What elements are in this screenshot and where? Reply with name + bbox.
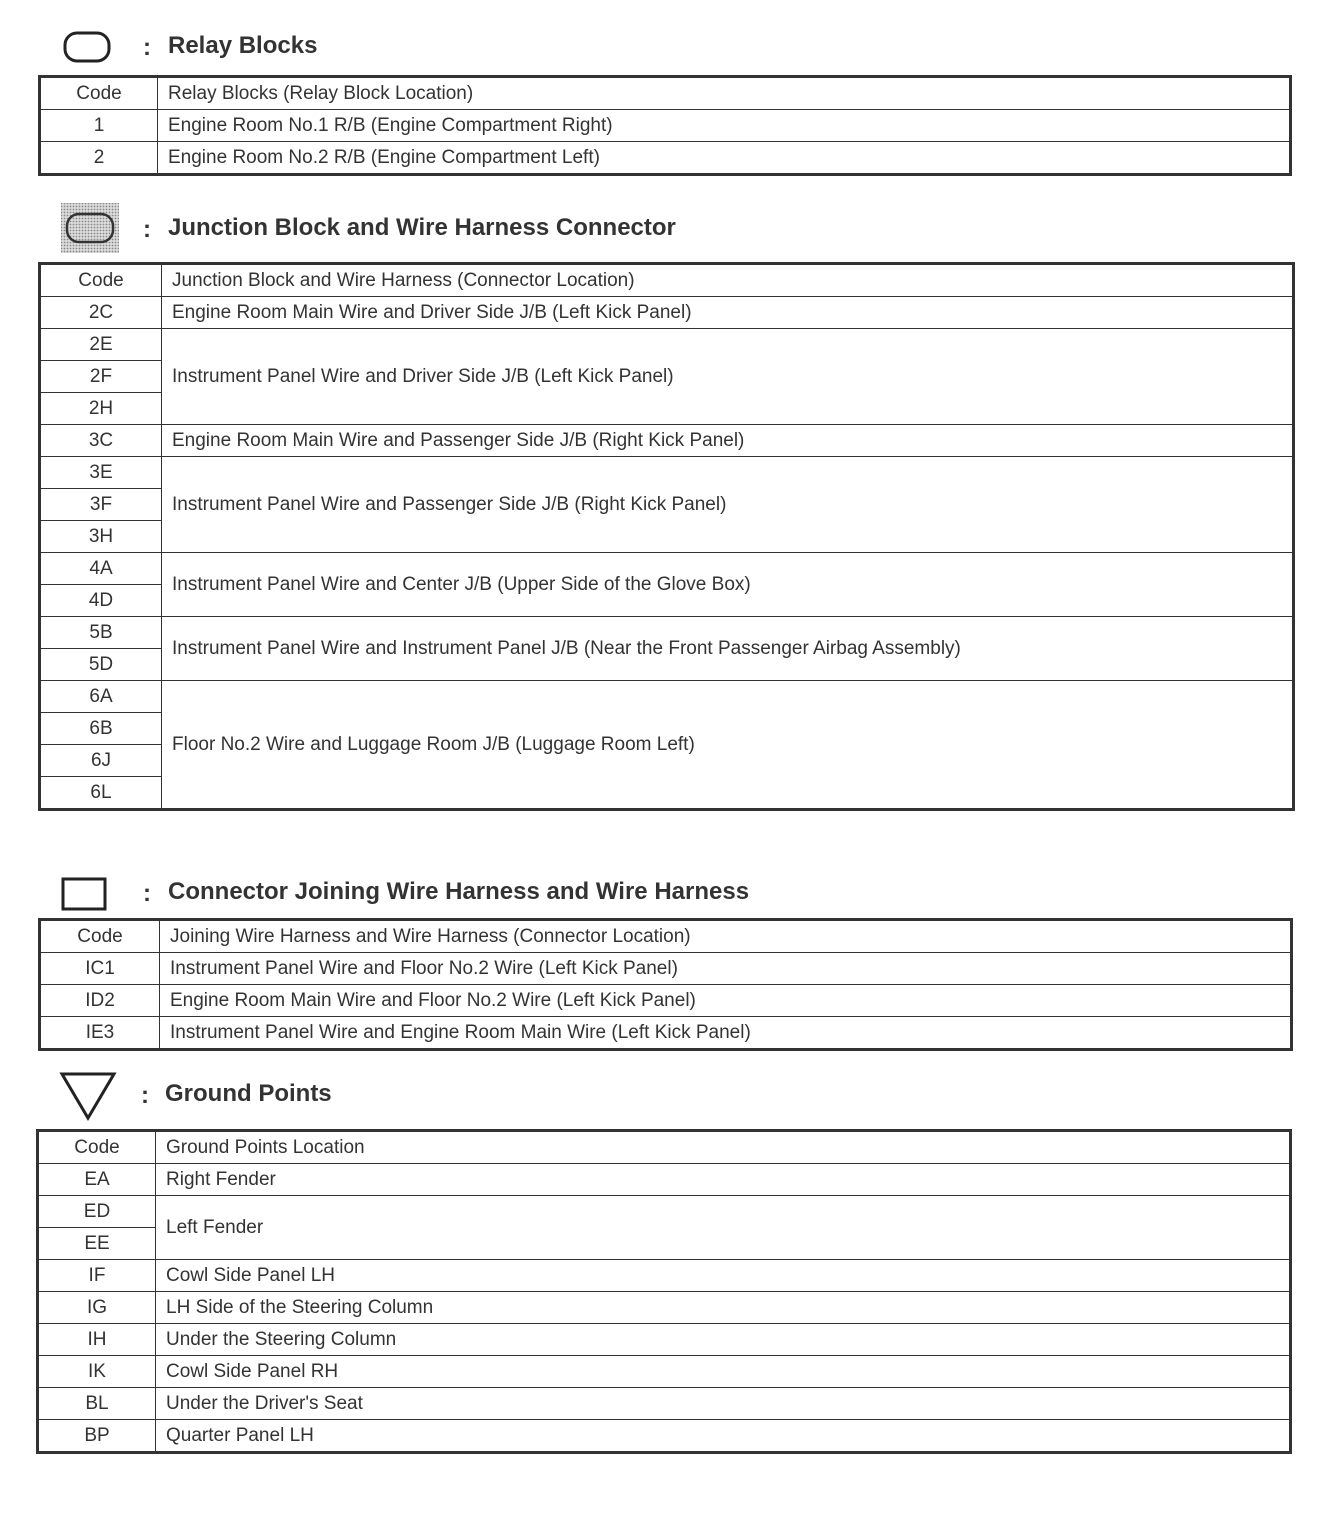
junction-block-heading bbox=[0, 210, 1344, 250]
heading-colon: : bbox=[143, 34, 151, 61]
location-header: Junction Block and Wire Harness (Connector Location) bbox=[162, 264, 1294, 297]
location-cell: LH Side of the Steering Column bbox=[156, 1292, 1291, 1324]
table-row bbox=[38, 1196, 1291, 1228]
location-cell: Engine Room No.1 R/B (Engine Compartment Right) bbox=[158, 110, 1291, 142]
down-triangle-icon bbox=[58, 1070, 118, 1122]
square-rectangle-icon bbox=[60, 876, 108, 912]
code-cell: 1 bbox=[40, 110, 158, 142]
location-cell: Engine Room Main Wire and Passenger Side J/B (Right Kick Panel) bbox=[162, 425, 1294, 457]
location-cell: Engine Room Main Wire and Floor No.2 Wire (Left Kick Panel) bbox=[160, 985, 1292, 1017]
location-cell: Right Fender bbox=[156, 1164, 1291, 1196]
code-header: Code bbox=[40, 77, 158, 110]
relay-blocks-heading bbox=[0, 28, 1344, 68]
ground-points-heading bbox=[0, 1076, 1344, 1116]
code-cell: 2H bbox=[40, 393, 162, 425]
code-header: Code bbox=[40, 920, 160, 953]
code-cell: IE3 bbox=[40, 1017, 160, 1050]
code-cell: BP bbox=[38, 1420, 156, 1453]
heading-colon: : bbox=[143, 880, 151, 907]
code-cell: 5B bbox=[40, 617, 162, 649]
code-cell: 5D bbox=[40, 649, 162, 681]
table-row bbox=[38, 1292, 1291, 1324]
location-cell: Under the Driver's Seat bbox=[156, 1388, 1291, 1420]
code-cell: IG bbox=[38, 1292, 156, 1324]
code-cell: 3C bbox=[40, 425, 162, 457]
location-header: Joining Wire Harness and Wire Harness (Connector Location) bbox=[160, 920, 1292, 953]
heading-colon: : bbox=[143, 216, 151, 243]
relay-blocks-table bbox=[38, 75, 1292, 176]
location-cell: Instrument Panel Wire and Center J/B (Upper Side of the Glove Box) bbox=[162, 553, 1294, 617]
code-cell: 6B bbox=[40, 713, 162, 745]
table-row bbox=[40, 329, 1294, 361]
table-row bbox=[40, 617, 1294, 649]
connector-table bbox=[38, 918, 1293, 1051]
code-cell: IC1 bbox=[40, 953, 160, 985]
code-cell: ED bbox=[38, 1196, 156, 1228]
location-cell: Cowl Side Panel RH bbox=[156, 1356, 1291, 1388]
table-row bbox=[40, 1017, 1292, 1050]
code-cell: 2F bbox=[40, 361, 162, 393]
location-header: Relay Blocks (Relay Block Location) bbox=[158, 77, 1291, 110]
table-row bbox=[38, 1356, 1291, 1388]
code-cell: 3E bbox=[40, 457, 162, 489]
section-title: Relay Blocks bbox=[168, 32, 318, 59]
section-title: Connector Joining Wire Harness and Wire Harness bbox=[168, 878, 750, 905]
table-row bbox=[38, 1388, 1291, 1420]
code-cell: 3H bbox=[40, 521, 162, 553]
location-cell: Instrument Panel Wire and Driver Side J/B (Left Kick Panel) bbox=[162, 329, 1294, 425]
code-cell: EA bbox=[38, 1164, 156, 1196]
table-header-row bbox=[38, 1131, 1291, 1164]
code-cell: IH bbox=[38, 1324, 156, 1356]
location-cell: Quarter Panel LH bbox=[156, 1420, 1291, 1453]
table-row bbox=[38, 1420, 1291, 1453]
location-cell: Under the Steering Column bbox=[156, 1324, 1291, 1356]
junction-block-table bbox=[38, 262, 1295, 811]
location-header: Ground Points Location bbox=[156, 1131, 1291, 1164]
section-title: Junction Block and Wire Harness Connector bbox=[168, 214, 676, 241]
table-row bbox=[38, 1324, 1291, 1356]
location-cell: Instrument Panel Wire and Engine Room Main Wire (Left Kick Panel) bbox=[160, 1017, 1292, 1050]
location-cell: Cowl Side Panel LH bbox=[156, 1260, 1291, 1292]
location-cell: Instrument Panel Wire and Floor No.2 Wire (Left Kick Panel) bbox=[160, 953, 1292, 985]
code-cell: 2C bbox=[40, 297, 162, 329]
code-header: Code bbox=[38, 1131, 156, 1164]
code-cell: 2 bbox=[40, 142, 158, 175]
rounded-rectangle-icon bbox=[62, 30, 112, 64]
code-cell: EE bbox=[38, 1228, 156, 1260]
code-cell: ID2 bbox=[40, 985, 160, 1017]
table-row bbox=[40, 985, 1292, 1017]
code-cell: 4D bbox=[40, 585, 162, 617]
connector-heading bbox=[0, 874, 1344, 914]
table-row bbox=[40, 142, 1291, 175]
location-cell: Engine Room Main Wire and Driver Side J/B (Left Kick Panel) bbox=[162, 297, 1294, 329]
location-cell: Floor No.2 Wire and Luggage Room J/B (Luggage Room Left) bbox=[162, 681, 1294, 810]
code-cell: 2E bbox=[40, 329, 162, 361]
table-row bbox=[38, 1164, 1291, 1196]
shaded-rounded-rectangle-icon bbox=[60, 202, 120, 254]
table-row bbox=[40, 425, 1294, 457]
table-row bbox=[40, 457, 1294, 489]
table-row bbox=[40, 297, 1294, 329]
table-row bbox=[38, 1260, 1291, 1292]
location-cell: Instrument Panel Wire and Passenger Side J/B (Right Kick Panel) bbox=[162, 457, 1294, 553]
code-cell: BL bbox=[38, 1388, 156, 1420]
code-cell: 3F bbox=[40, 489, 162, 521]
code-cell: 4A bbox=[40, 553, 162, 585]
ground-points-table bbox=[36, 1129, 1292, 1454]
table-row bbox=[40, 110, 1291, 142]
table-row bbox=[40, 681, 1294, 713]
code-header: Code bbox=[40, 264, 162, 297]
location-cell: Instrument Panel Wire and Instrument Panel J/B (Near the Front Passenger Airbag Assembly) bbox=[162, 617, 1294, 681]
code-cell: 6L bbox=[40, 777, 162, 810]
heading-colon: : bbox=[141, 1082, 149, 1109]
location-cell: Left Fender bbox=[156, 1196, 1291, 1260]
table-row bbox=[40, 553, 1294, 585]
code-cell: 6J bbox=[40, 745, 162, 777]
section-title: Ground Points bbox=[165, 1080, 332, 1107]
table-header-row bbox=[40, 77, 1291, 110]
code-cell: IF bbox=[38, 1260, 156, 1292]
table-header-row bbox=[40, 920, 1292, 953]
code-cell: IK bbox=[38, 1356, 156, 1388]
table-header-row bbox=[40, 264, 1294, 297]
code-cell: 6A bbox=[40, 681, 162, 713]
location-cell: Engine Room No.2 R/B (Engine Compartment Left) bbox=[158, 142, 1291, 175]
table-row bbox=[40, 953, 1292, 985]
